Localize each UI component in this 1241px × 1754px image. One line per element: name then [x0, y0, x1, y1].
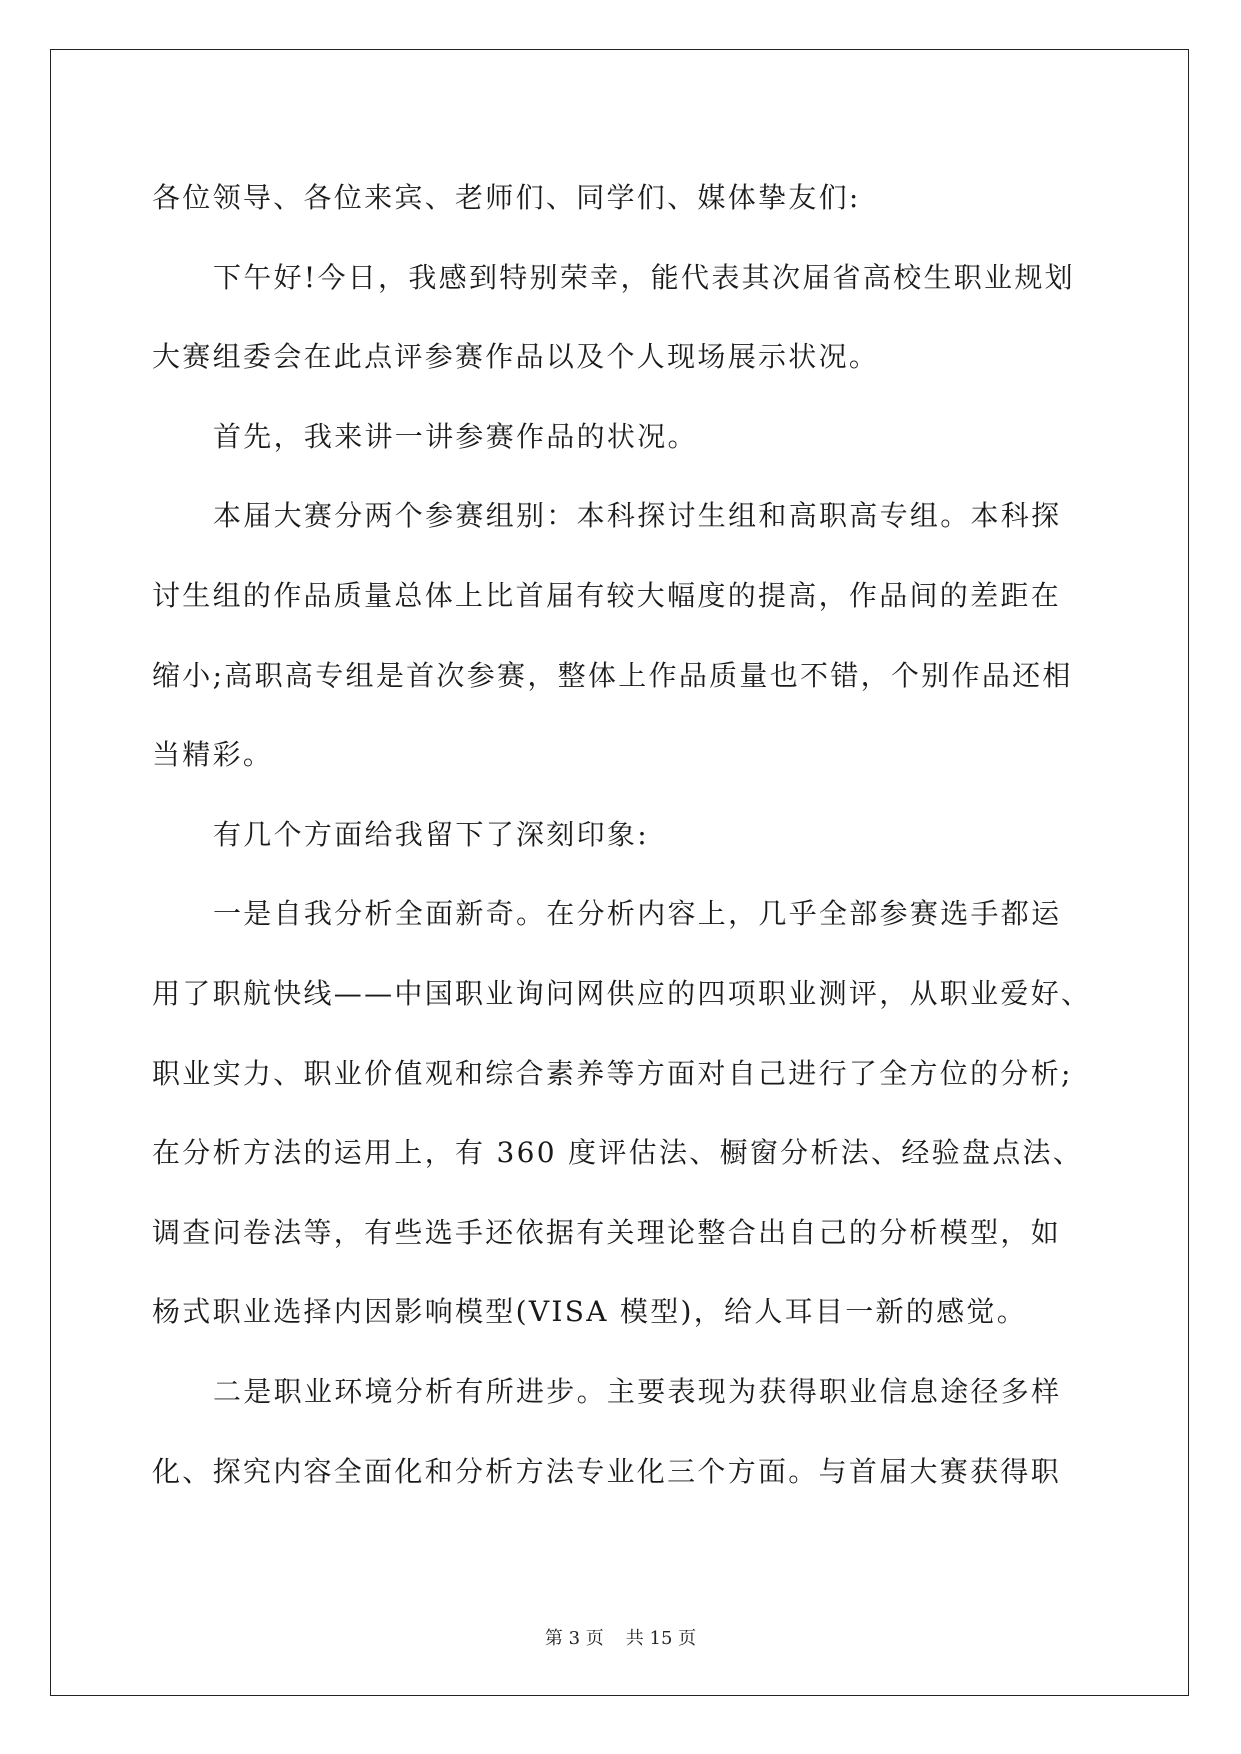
text-line: 杨式职业选择内因影响模型(VISA 模型)，给人耳目一新的感觉。: [152, 1295, 1028, 1329]
text-line: 在分析方法的运用上，有 360 度评估法、橱窗分析法、经验盘点法、: [152, 1136, 1084, 1170]
text-line: 讨生组的作品质量总体上比首届有较大幅度的提高，作品间的差距在: [152, 578, 1062, 612]
page-number: 第 3 页: [544, 1628, 604, 1649]
document-body: [152, 158, 1092, 1511]
text-line: 化、探究内容全面化和分析方法专业化三个方面。与首届大赛获得职: [152, 1454, 1062, 1488]
page-footer: [0, 1624, 1241, 1650]
text-line: 本届大赛分两个参赛组别：本科探讨生组和高职高专组。本科探: [213, 499, 1062, 533]
page-total: 共 15 页: [625, 1628, 697, 1649]
text-line: 大赛组委会在此点评参赛作品以及个人现场展示状况。: [152, 340, 880, 374]
text-line: 用了职航快线——中国职业询问网供应的四项职业测评，从职业爱好、: [152, 976, 1092, 1010]
text-line: 首先，我来讲一讲参赛作品的状况。: [213, 419, 698, 453]
text-line: 调查问卷法等，有些选手还依据有关理论整合出自己的分析模型，如: [152, 1215, 1062, 1249]
text-line: 各位领导、各位来宾、老师们、同学们、媒体挚友们:: [152, 181, 861, 214]
text-line: 缩小;高职高专组是首次参赛，整体上作品质量也不错，个别作品还相: [152, 658, 1073, 692]
text-line: 一是自我分析全面新奇。在分析内容上，几乎全部参赛选手都运: [213, 897, 1062, 931]
text-line: 职业实力、职业价值观和综合素养等方面对自己进行了全方位的分析;: [152, 1056, 1073, 1090]
text-line: 当精彩。: [152, 738, 274, 772]
text-line: 二是职业环境分析有所进步。主要表现为获得职业信息途径多样: [213, 1374, 1062, 1408]
text-line: 有几个方面给我留下了深刻印象:: [213, 817, 649, 851]
text-line: 下午好!今日，我感到特别荣幸，能代表其次届省高校生职业规划: [213, 260, 1075, 294]
